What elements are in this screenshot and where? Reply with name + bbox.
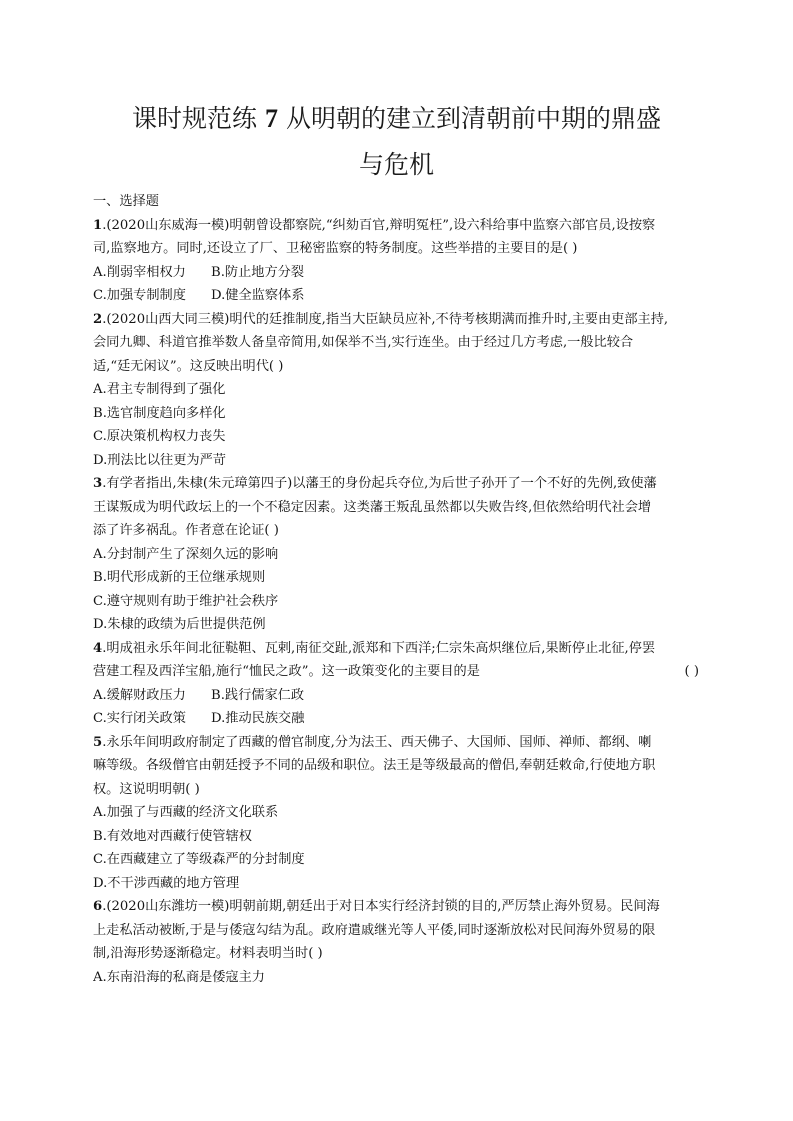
question-6-text-1: .(2020山东潍坊一模)明朝前期,朝廷出于对日本实行经济封锁的目的,严厉禁止海外贸易。民间海 [102, 899, 660, 914]
question-2-line-2: 会同九卿、科道官推举数人备皇帝简用,如保举不当,实行连坐。由于经过几方考虑,一般比较合 [93, 335, 634, 350]
title-prefix: 课时规范练 [132, 104, 258, 133]
doc-title-line1 [0, 104, 793, 134]
question-3-option-d: D.朱棣的政绩为后世提供范例 [93, 617, 266, 632]
question-4-option-b: B.践行儒家仁政 [211, 687, 305, 703]
question-6-line-1 [93, 895, 699, 919]
question-4-text-2: 营建工程及西洋宝船,施行“恤民之政”。这一政策变化的主要目的是 [93, 664, 480, 679]
question-list [93, 190, 699, 989]
question-6-option-a: A.东南沿海的私商是倭寇主力 [93, 969, 265, 985]
question-1-text-1: .(2020山东威海一模)明朝曾设都察院,“纠劾百官,辩明冤枉”,设六科给事中监察六部官员,设按察 [102, 217, 656, 233]
question-4-option-c: C.实行闭关政策 [93, 711, 186, 726]
question-5-line-1 [93, 731, 699, 755]
question-1-option-d: D.健全监察体系 [211, 288, 305, 303]
question-3-line-2: 王谋叛成为明代政坛上的一个不稳定因素。这类藩王叛乱虽然都以失败告终,但依然给明代社会增 [93, 499, 652, 515]
question-2-option-d: D.刑法比以往更为严苛 [93, 452, 226, 468]
question-2-option-b: B.选官制度趋向多样化 [93, 405, 226, 421]
question-2-text-1: .(2020山西大同三模)明代的廷推制度,指当大臣缺员应补,不待考核期满而推升时,主要由吏部主持, [102, 311, 669, 327]
question-3-option-c: C.遵守规则有助于维护社会秩序 [93, 593, 279, 609]
question-4-number: 4 [93, 640, 103, 656]
question-2-option-c: C.原决策机构权力丧失 [93, 429, 226, 444]
question-1-number: 1 [93, 217, 103, 233]
question-5-option-c: C.在西藏建立了等级森严的分封制度 [93, 852, 305, 867]
question-1-options-ab [93, 261, 699, 285]
question-5-option-a: A.加强了与西藏的经济文化联系 [93, 805, 279, 820]
question-5-line-3: 权。这说明明朝( ) [93, 781, 200, 797]
question-6-line-2: 上走私活动被断,于是与倭寇勾结为乱。政府遣戚继光等人平倭,同时逐渐放松对民间海外贸易的限 [93, 922, 656, 938]
question-1-line-2: 司,监察地方。同时,还设立了厂、卫秘密监察的特务制度。这些举措的主要目的是( ) [93, 241, 578, 256]
question-2-option-a: A.君主专制得到了强化 [93, 382, 226, 397]
title-topic: 从明朝的建立到清朝前中期的鼎盛 [285, 104, 661, 133]
question-5-option-d: D.不干涉西藏的地方管理 [93, 875, 240, 891]
question-1-option-b: B.防止地方分裂 [211, 264, 305, 280]
question-6-line-3: 制,沿海形势逐渐稳定。材料表明当时( ) [93, 946, 323, 961]
question-3-line-1 [93, 472, 699, 496]
section-heading: 一、选择题 [93, 194, 159, 209]
question-5-number: 5 [93, 734, 103, 750]
question-1-option-a: A.削弱宰相权力 [93, 264, 186, 280]
question-5-option-b: B.有效地对西藏行使管辖权 [93, 828, 252, 844]
question-2-number: 2 [93, 311, 103, 327]
question-4-option-d: D.推动民族交融 [211, 711, 305, 726]
question-3-option-a: A.分封制产生了深刻久远的影响 [93, 546, 279, 562]
question-4-line-1 [93, 637, 699, 661]
question-5-text-1: .永乐年间明政府制定了西藏的僧官制度,分为法王、西天佛子、大国师、国师、禅师、都纲、喇 [102, 734, 652, 750]
doc-title-line2: 与危机 [358, 150, 434, 179]
question-2-line-3: 适,“廷无闲议”。这反映出明代( ) [93, 358, 284, 374]
question-1-line-1 [93, 214, 699, 238]
question-2-line-1 [93, 308, 699, 332]
question-4-options-ab [93, 684, 699, 708]
question-1-option-c: C.加强专制制度 [93, 288, 186, 303]
question-3-line-3: 添了许多祸乱。作者意在论证( ) [93, 523, 279, 538]
question-4-text-1: .明成祖永乐年间北征鞑靼、瓦剌,南征交趾,派郑和下西洋;仁宗朱高炽继位后,果断停止北征,停罢 [102, 640, 656, 656]
question-5-line-2: 嘛等级。各级僧官由朝廷授予不同的品级和职位。法王是等级最高的僧侣,奉朝廷敕命,行使地方职 [93, 758, 656, 773]
question-4-answer-paren: ( ) [684, 664, 699, 679]
question-3-number: 3 [93, 476, 103, 491]
question-1-options-cd [93, 284, 699, 308]
question-3-option-b: B.明代形成新的王位继承规则 [93, 570, 266, 585]
question-4-options-cd [93, 707, 699, 731]
title-number: 7 [265, 104, 278, 133]
question-3-text-1: .有学者指出,朱棣(朱元璋第四子)以藩王的身份起兵夺位,为后世子孙开了一个不好的先例,致使藩 [102, 476, 657, 491]
question-4-option-a: A.缓解财政压力 [93, 687, 186, 703]
question-4-line-2 [93, 660, 699, 684]
question-6-number: 6 [93, 899, 103, 914]
